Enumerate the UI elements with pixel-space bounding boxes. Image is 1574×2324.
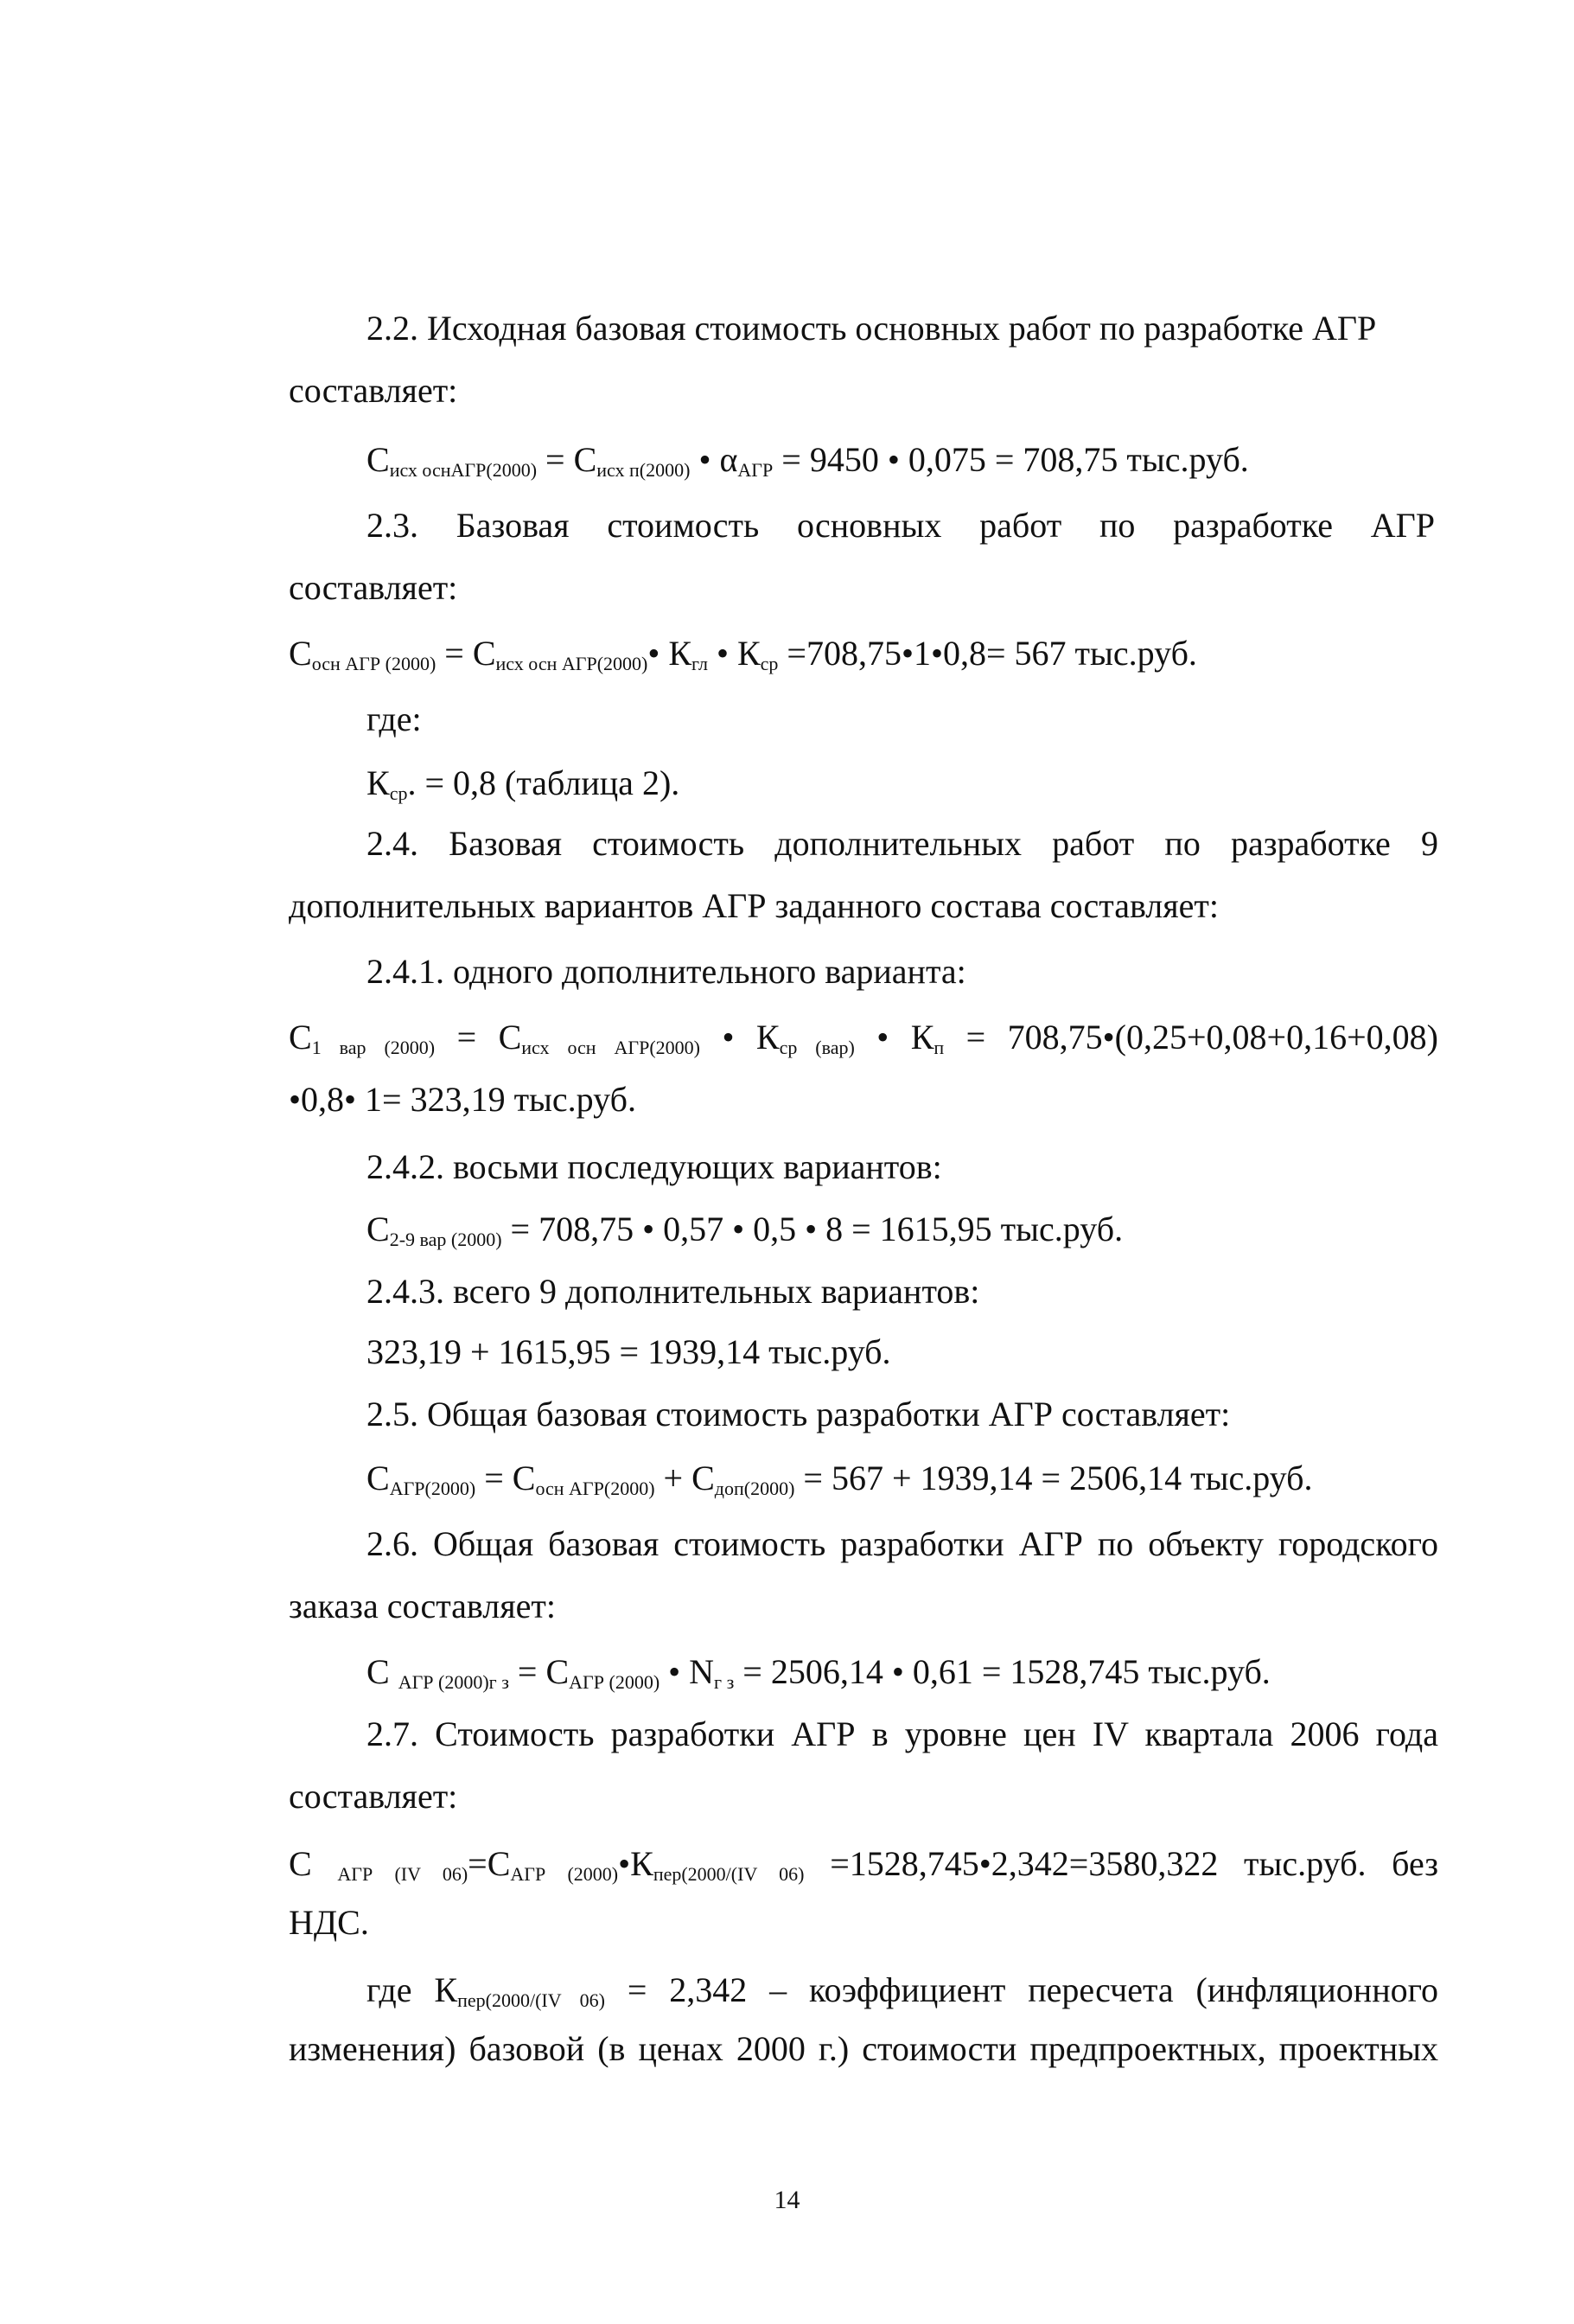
text-line: 2.5. Общая базовая стоимость разработки АГР составляет: — [366, 1395, 1231, 1433]
text-line: 2.4.3. всего 9 дополнительных вариантов: — [366, 1272, 980, 1311]
text-line: 2.6. Общая базовая стоимость разработки АГР по объекту городского — [366, 1524, 1438, 1563]
text-line: 2.7. Стоимость разработки АГР в уровне цен IV квартала 2006 года — [366, 1714, 1438, 1753]
text-line: где: — [366, 699, 422, 738]
text-line: 2.2. Исходная базовая стоимость основных работ по разработке АГР — [366, 309, 1377, 348]
formula-line: $С_{осн АГР (2000)}$ = $С_{исх осн АГР(2000)}•$ $К_{гл}$ • $К_{ср}$ =708,75•1•0,8= 567 тыс.руб. — [289, 634, 1197, 674]
formula-line: $С_{АГР(2000)} = С_{осн АГР(2000)} + С_{доп(2000)} = 567 + 1939,14 = 2506,14$ тыс.руб. — [366, 1459, 1313, 1499]
formula-line: $С_{исх оснАГР(2000)} = С_{исх п(2000)}$ • $\alpha_{АГР} = 9450$ • 0,075 = 708,75 тыс.руб. — [366, 440, 1249, 481]
formula-line: $С_{1 вар (2000)} = С_{исх осн АГР(2000)}$ • $К_{ср (вар)}$ • $К_п$ = 708,75•(0,25+0,08+0,16+0,08) — [289, 1018, 1438, 1058]
page-number: 14 — [774, 2186, 800, 2214]
formula-line: $К_{ср}$. = 0,8 (таблица 2). — [366, 763, 680, 804]
formula-line: где $К_{пер(2000/(IV 06)} = 2,342$ – коэффициент пересчета (инфляционного — [366, 1970, 1439, 2011]
text-line: 2.4. Базовая стоимость дополнительных работ по разработке 9 — [366, 824, 1438, 863]
text-line: составляет: — [289, 1777, 458, 1816]
formula-line: С $_{АГР (2000)г з} = С_{АГР (2000)}$ • $N_{г з} = 2506,14$ • 0,61 = 1528,745 тыс.руб. — [366, 1652, 1271, 1693]
text-line: 2.4.1. одного дополнительного варианта: — [366, 952, 966, 991]
text-line: дополнительных вариантов АГР заданного состава составляет: — [289, 886, 1220, 925]
text-line: составляет: — [289, 568, 458, 607]
text-line: изменения) базовой (в ценах 2000 г.) стоимости предпроектных, проектных — [289, 2029, 1438, 2068]
text-line: 323,19 + 1615,95 = 1939,14 тыс.руб. — [366, 1332, 891, 1371]
formula-line: •0,8• 1= 323,19 тыс.руб. — [289, 1080, 636, 1119]
text-line: 2.3. Базовая стоимость основных работ по разработке АГР — [366, 506, 1435, 545]
text-line: заказа составляет: — [289, 1587, 556, 1625]
text-line: НДС. — [289, 1903, 369, 1942]
text-line: 2.4.2. восьми последующих вариантов: — [366, 1147, 942, 1186]
text-line: составляет: — [289, 371, 458, 410]
formula-line: С $_{АГР (IV 06)}=С_{АГР (2000)}•К_{пер(2000/(IV 06)}$ =1528,745•2,342=3580,322 тыс.руб. без — [289, 1844, 1439, 1885]
formula-line: $С_{2-9 вар (2000)} = 708,75$ • 0,57 • 0,5 • 8 = 1615,95 тыс.руб. — [366, 1210, 1124, 1250]
